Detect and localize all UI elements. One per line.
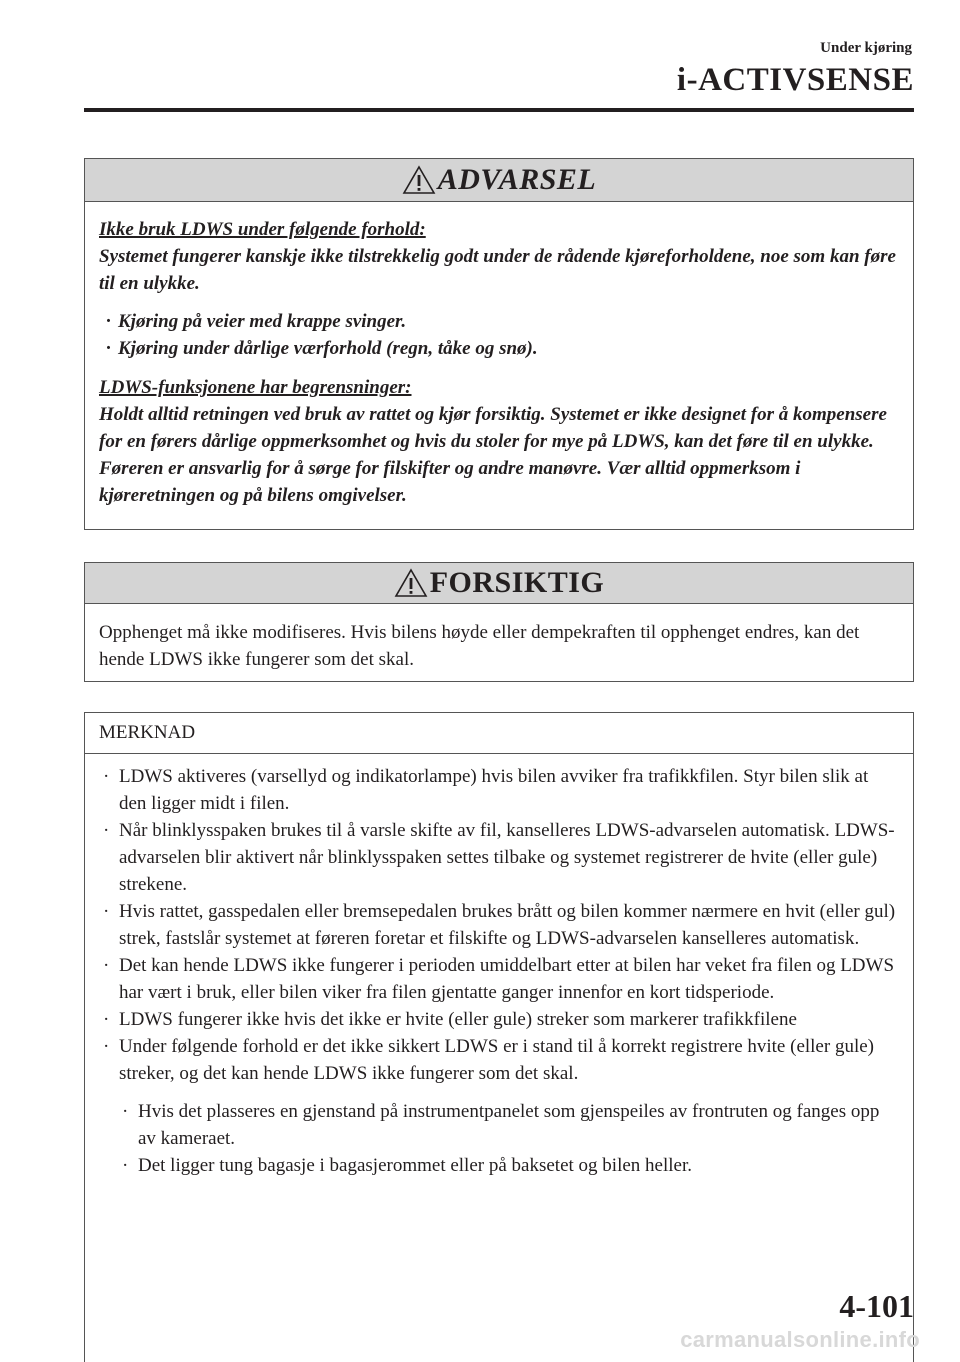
note-list-item: · Det kan hende LDWS ikke fungerer i perioden umiddelbart etter at bilen har veket fra filen og LDWS har vært i bruk, eller bilen viker fra filen gjentatte ganger innenfor en kort tidsperiode.: [103, 955, 895, 1003]
note-sub-list: [99, 1098, 899, 1179]
warning-text-2: Holdt alltid retningen ved bruk av rattet og kjør forsiktig. Systemet er ikke designet for å kompensere for en førers dårlige oppmerksomhet og hvis du stoler for mye på LDWS, kan det føre til en ulykke. Føreren er ansvarlig for å sørge for filskifter og andre manøvre. Vær alltid oppmerksom i kjøreretningen og på bilens omgivelser.: [99, 404, 887, 506]
warning-bullet-list: [99, 308, 899, 362]
note-list-item: · LDWS fungerer ikke hvis det ikke er hvite (eller gule) streker som markerer trafikkfilene: [103, 1009, 797, 1030]
page-number: 4-101: [839, 1288, 914, 1324]
header-section-label: Under kjøring: [820, 40, 912, 56]
warning-bullet-item: · Kjøring på veier med krappe svinger.: [106, 311, 407, 332]
page-title: i-ACTIVSENSE: [676, 62, 914, 98]
caution-box-header: [85, 563, 913, 604]
caution-box: [84, 562, 914, 682]
note-box-body: [85, 754, 913, 1179]
note-list-item: · LDWS aktiveres (varsellyd og indikatorlampe) hvis bilen avviker fra trafikkfilen. Styr bilen slik at den ligger midt i filen.: [103, 766, 869, 814]
warning-triangle-icon: [402, 165, 436, 195]
warning-bullet-item: · Kjøring under dårlige værforhold (regn, tåke og snø).: [106, 338, 538, 359]
warning-heading-2: LDWS-funksjonene har begrensninger:: [99, 377, 412, 398]
warning-box-body: [85, 202, 913, 509]
note-list-item: · Under følgende forhold er det ikke sikkert LDWS er i stand til å korrekt registrere hvite (eller gule) streker, og det kan hende LDWS ikke fungerer som det skal.: [103, 1036, 874, 1084]
warning-text-1: Systemet fungerer kanskje ikke tilstrekkelig godt under de rådende kjøreforholdene, noe som kan føre til en ulykke.: [99, 246, 896, 294]
note-box: [84, 712, 914, 1362]
note-sub-item: · Hvis det plasseres en gjenstand på instrumentpanelet som gjenspeiles av frontruten og fanges opp av kameraet.: [122, 1101, 880, 1149]
note-box-title: MERKNAD: [85, 713, 913, 754]
note-list-item: · Hvis rattet, gasspedalen eller bremsepedalen brukes brått og bilen kommer nærmere en hvit (eller gul) strek, fastslår systemet at føreren foretar et filskifte og LDWS-advarselen kanselleres automatisk.: [103, 901, 896, 949]
watermark: carmanualsonline.info: [680, 1327, 920, 1352]
warning-triangle-icon: [394, 568, 428, 598]
header-rule: [84, 108, 914, 112]
warning-box-title: ADVARSEL: [437, 163, 597, 196]
note-sub-item: · Det ligger tung bagasje i bagasjerommet eller på baksetet og bilen heller.: [122, 1155, 692, 1176]
warning-heading-1: Ikke bruk LDWS under følgende forhold:: [99, 219, 426, 240]
note-list-item: · Når blinklysspaken brukes til å varsle skifte av fil, kanselleres LDWS-advarselen automatisk. LDWS-advarselen blir aktivert når blinklysspaken settes tilbake og systemet registrerer de hvite (eller gule) strekene.: [103, 820, 895, 895]
caution-box-title: FORSIKTIG: [429, 566, 605, 599]
caution-text: Opphenget må ikke modifiseres. Hvis bilens høyde eller dempekraften til opphenget endres, kan det hende LDWS ikke fungerer som det skal.: [99, 622, 860, 670]
warning-box-header: [85, 159, 913, 202]
warning-box: [84, 158, 914, 530]
